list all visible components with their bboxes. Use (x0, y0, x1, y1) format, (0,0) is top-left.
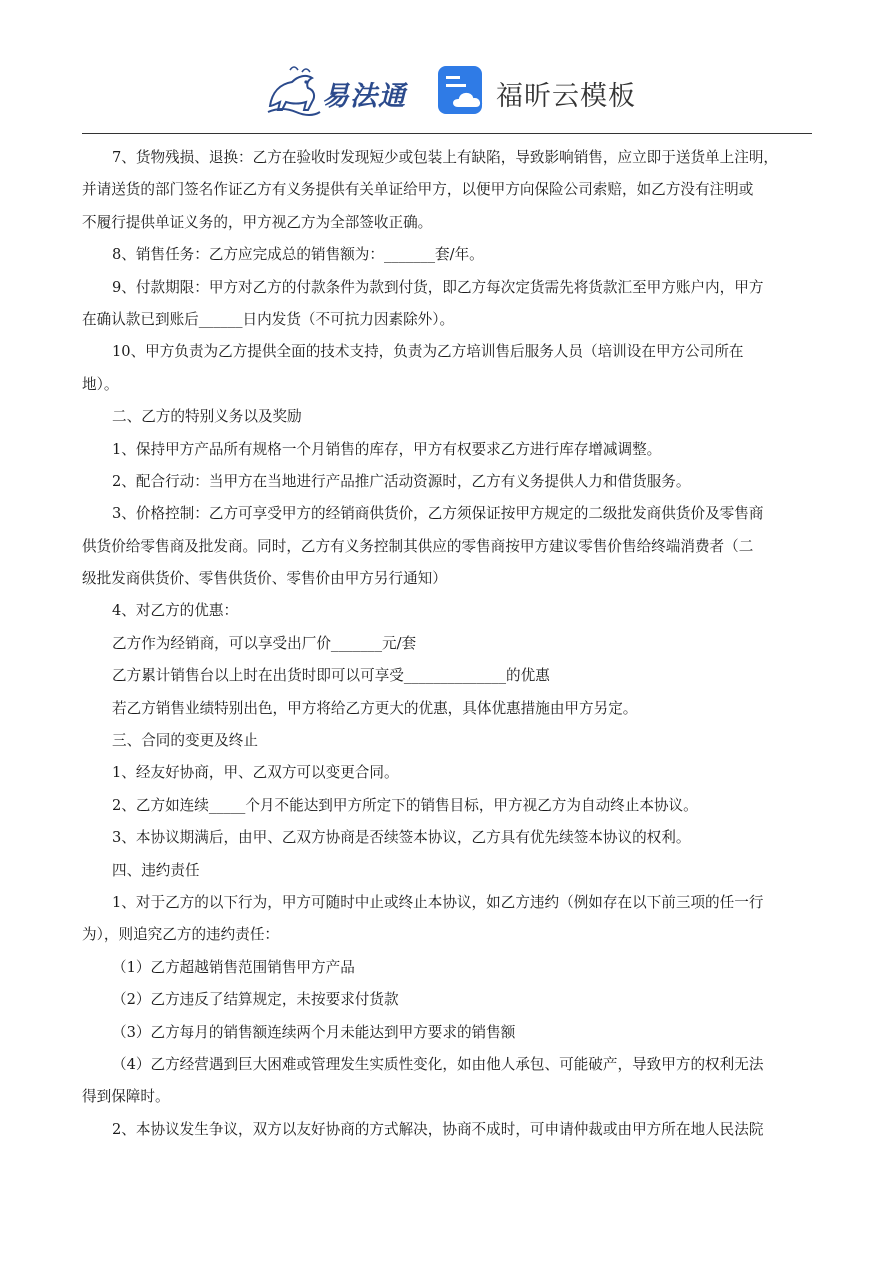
yifatong-logo (262, 62, 422, 118)
paragraph-line: （3）乙方每月的销售额连续两个月未能达到甲方要求的销售额 (112, 1023, 516, 1041)
page-header (0, 58, 893, 124)
yifatong-logo-text: 易法通 (322, 81, 406, 112)
paragraph-line: 3、价格控制：乙方可享受甲方的经销商供货价，乙方须保证按甲方规定的二级批发商供货价及零售商 (112, 505, 764, 523)
paragraph-line: 2、配合行动：当甲方在当地进行产品推广活动资源时，乙方有义务提供人力和借货服务。 (112, 472, 691, 490)
paragraph-line: 级批发商供货价、零售供货价、零售价由甲方另行通知） (82, 570, 447, 588)
paragraph-line: 10、甲方负责为乙方提供全面的技术支持，负责为乙方培训售后服务人员（培训设在甲方公司所在 (112, 343, 744, 361)
paragraph-line: 供货价给零售商及批发商。同时，乙方有义务控制其供应的零售商按甲方建议零售价售给终端消费者（二 (82, 537, 754, 555)
paragraph-line: 1、保持甲方产品所有规格一个月销售的库存，甲方有权要求乙方进行库存增减调整。 (112, 440, 662, 458)
paragraph-line: 四、违约责任 (112, 861, 200, 879)
paragraph-line: 7、货物残损、退换：乙方在验收时发现短少或包装上有缺陷，导致影响销售，应立即于送货单上注明， (112, 149, 779, 166)
paragraph-line: 在确认款已到账后______日内发货（不可抗力因素除外）。 (82, 310, 455, 328)
paragraph-line: （1）乙方超越销售范围销售甲方产品 (112, 958, 355, 976)
paragraph-line: 三、合同的变更及终止 (112, 732, 258, 750)
paragraph-line: 若乙方销售业绩特别出色，甲方将给乙方更大的优惠，具体优惠措施由甲方另定。 (112, 699, 638, 717)
paragraph-line: 8、销售任务：乙方应完成总的销售额为：_______套/年。 (112, 246, 484, 264)
cloud-document-icon (436, 64, 488, 116)
paragraph-line: （2）乙方违反了结算规定，未按要求付货款 (112, 991, 399, 1009)
paragraph-line: 3、本协议期满后，由甲、乙双方协商是否续签本协议，乙方具有优先续签本协议的权利。 (112, 829, 691, 847)
paragraph-line: 1、经友好协商，甲、乙双方可以变更合同。 (112, 764, 399, 782)
paragraph-line: 并请送货的部门签名作证乙方有义务提供有关单证给甲方，以便甲方向保险公司索赔，如乙方没有注明或 (82, 181, 754, 199)
header-divider (82, 133, 812, 134)
foxit-template-logo (436, 62, 656, 118)
document-body (82, 142, 812, 1146)
paragraph-line: 不履行提供单证义务的，甲方视乙方为全部签收正确。 (82, 213, 433, 231)
paragraph-line: （4）乙方经营遇到巨大困难或管理发生实质性变化，如由他人承包、可能破产，导致甲方的权利无法 (112, 1055, 764, 1073)
paragraph-line: 4、对乙方的优惠： (112, 602, 239, 620)
paragraph-line: 乙方累计销售台以上时在出货时即可以可享受______________的优惠 (112, 667, 550, 685)
paragraph-line: 9、付款期限：甲方对乙方的付款条件为款到付货，即乙方每次定货需先将货款汇至甲方账户内，甲方 (112, 278, 764, 296)
foxit-template-logo-text: 福昕云模板 (496, 81, 636, 112)
paragraph-line: 2、乙方如连续_____个月不能达到甲方所定下的销售目标，甲方视乙方为自动终止本协议。 (112, 796, 698, 814)
paragraph-line: 二、乙方的特别义务以及奖励 (112, 408, 302, 426)
paragraph-line: 乙方作为经销商，可以享受出厂价_______元/套 (112, 634, 417, 652)
qilin-emblem-icon (262, 62, 322, 118)
paragraph-line: 为），则追究乙方的违约责任： (82, 926, 280, 944)
paragraph-line: 地）。 (82, 375, 119, 393)
paragraph-line: 1、对于乙方的以下行为，甲方可随时中止或终止本协议，如乙方违约（例如存在以下前三项的任一行 (112, 893, 764, 911)
paragraph-line: 2、本协议发生争议，双方以友好协商的方式解决，协商不成时，可申请仲裁或由甲方所在地人民法院 (112, 1120, 764, 1138)
paragraph-line: 得到保障时。 (82, 1088, 170, 1106)
